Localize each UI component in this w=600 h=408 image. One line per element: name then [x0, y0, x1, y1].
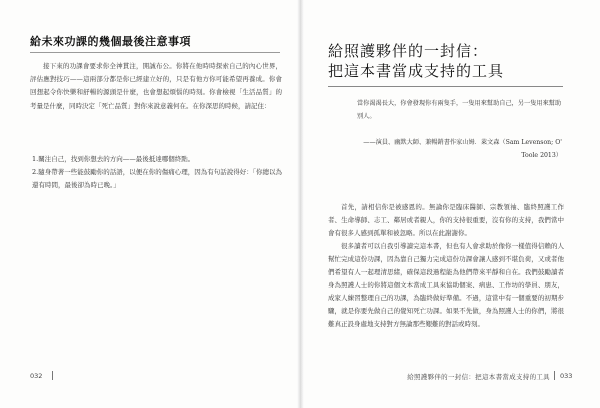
chapter-title: 給未來功課的幾個最後注意事項	[30, 35, 191, 48]
reminder-item: 1.關注自己，找到你想去的方向——最後抵達哪個終點。	[32, 155, 195, 163]
page-number-right: 033	[560, 372, 573, 380]
section-title-divider	[328, 86, 563, 87]
footer-divider-left	[52, 371, 53, 380]
section-title-line1: 給照護夥伴的一封信：	[328, 42, 489, 60]
epigraph-text: 當你渴渴長大，你會發現你有兩隻手，一隻用來幫助自己，另一隻用來幫助別人。	[357, 100, 562, 120]
reminder-list	[30, 153, 282, 193]
right-body	[328, 201, 564, 331]
section-title-line2: 把這本書當成支持的工具	[328, 62, 505, 80]
running-title: 給照護夥伴的一封信：把這本書當成支持的工具	[407, 373, 550, 381]
epigraph-attribution: ——演員、幽默大師、兼暢銷書作家山姆．萊文森（Sam Levenson; O' Toole 2013）	[363, 139, 562, 159]
body-paragraph: 很多讀者可以自我引導讀完這本書，但也有人會求助於像你一樣值得信賴的人幫忙完成這份功課，因為靠自己獨力完成這份功課會讓人感到不堪負荷，又或者他們希望有人一起理清思緒，確保這段過程能為他們帶來平靜和自在。我們鼓勵讀者身為照護人士的你將這個文本當成工具來協助個案、病患、工作坊的學員、朋友，成家人練習整理自己的功課，為臨終做好準備。不過，這當中有一個重要的初期步驟，就是你要先做自己的覺知死亡功課。如果不先做，身為照護人士的你們，將很難真正設身處地支持對方無論那些艱難的對話或時刻。	[328, 242, 564, 328]
left-body-paragraph: 接下來的功課會要求你全神貫注，開誠布公。你將在他時時探索自己的內心世界，評估應對技巧——這兩部分都是你已經建立好的，只是有他方你可能希望再養成。你會回想起令你快樂和舒暢的源頭是什麼，也會想起煩惱的時刻。你會檢視「生活品質」的考量是什麼，同時決定「死亡品質」對你來說意義何在。在你深思的時候，請記住：	[30, 62, 282, 110]
title-divider	[30, 52, 280, 53]
body-paragraph: 首先，請相信你是被感恩的。無論你是臨床醫師、宗教領袖、臨終照護工作者、生命導師、志工、鄰居或者親人，你的支持很重要，沒有你的支持，我們當中會有很多人感到孤單和被忽略。所以在此謝謝你。	[328, 203, 564, 237]
book-gutter-right	[300, 0, 304, 408]
epigraph	[357, 98, 562, 123]
page-number-left: 032	[30, 372, 43, 380]
reminder-item: 2.隨身帶著一些能鼓勵你的話語，以便在你的傷痛心理，因為有句話說得好：「你總以為還有時間，最後卻為時已晚。」	[32, 168, 282, 190]
footer-divider-right	[554, 371, 555, 380]
